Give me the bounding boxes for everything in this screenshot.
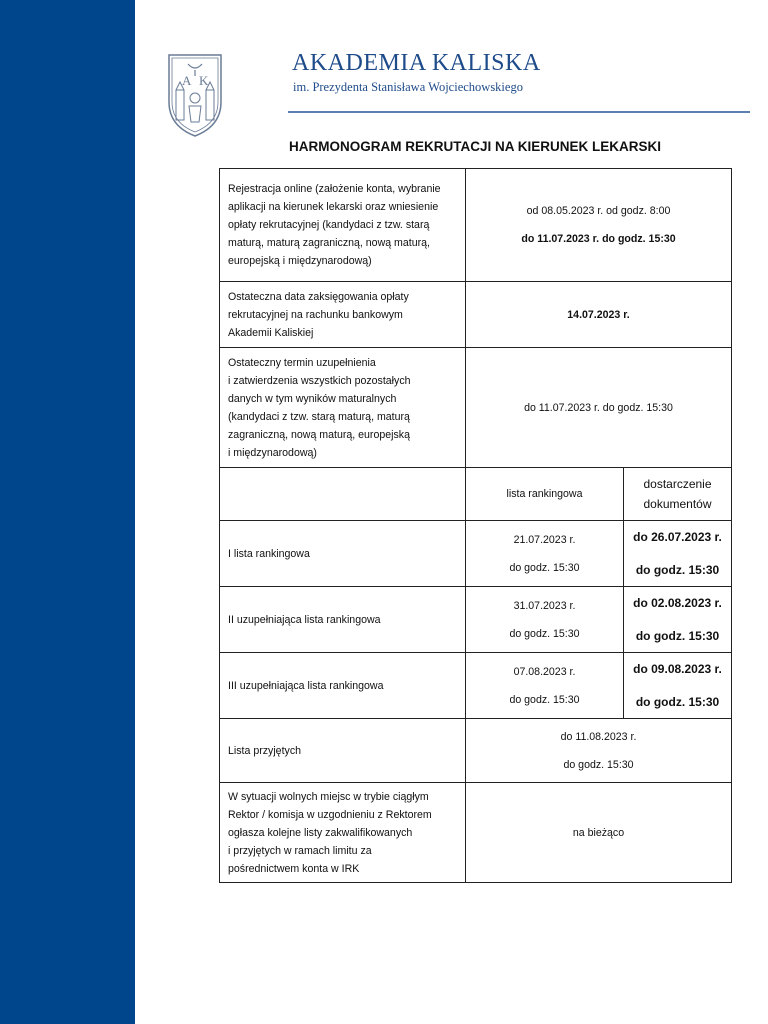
table-header-row: [220, 468, 732, 521]
akademia-kaliska-logo: [166, 52, 224, 138]
ranking-list-date: 07.08.2023 r. do godz. 15:30: [466, 653, 624, 719]
table-row: [220, 521, 732, 587]
ranking-label: I lista rankingowa: [220, 521, 466, 587]
fee-deadline-date: 14.07.2023 r.: [466, 282, 732, 348]
svg-text:K: K: [199, 73, 209, 88]
column-header-ranking: lista rankingowa: [466, 468, 624, 521]
table-row: [220, 587, 732, 653]
ranking-label: III uzupełniająca lista rankingowa: [220, 653, 466, 719]
ranking-documents-date: do 09.08.2023 r. do godz. 15:30: [624, 653, 732, 719]
ranking-label: II uzupełniająca lista rankingowa: [220, 587, 466, 653]
admitted-list-label: Lista przyjętych: [220, 719, 466, 783]
registration-label: Rejestracja online (założenie konta, wybranie aplikacji na kierunek lekarski oraz wniesienie opłaty rekrutacyjnej (kandydaci z tzw. starą maturą, maturą zagraniczną, nową maturą, europejską i międzynarodową): [220, 169, 466, 282]
table-row: [220, 653, 732, 719]
brand-name: AKADEMIA KALISKA: [292, 50, 541, 76]
vacancies-label: W sytuacji wolnych miejsc w trybie ciągłym Rektor / komisja w uzgodnieniu z Rektorem ogłasza kolejne listy zakwalifikowanych i przyjętych w ramach limitu za pośrednictwem konta w IRK: [220, 783, 466, 883]
ranking-documents-date: do 26.07.2023 r. do godz. 15:30: [624, 521, 732, 587]
table-row: [220, 348, 732, 468]
recruitment-schedule-table: [219, 168, 732, 883]
empty-header-cell: [220, 468, 466, 521]
column-header-documents: dostarczenie dokumentów: [624, 468, 732, 521]
brand-subtitle: im. Prezydenta Stanisława Wojciechowskiego: [293, 80, 523, 94]
data-completion-date: do 11.07.2023 r. do godz. 15:30: [466, 348, 732, 468]
table-row: [220, 783, 732, 883]
table-row: [220, 169, 732, 282]
vacancies-date: na bieżąco: [466, 783, 732, 883]
table-row: [220, 282, 732, 348]
ranking-list-date: 21.07.2023 r. do godz. 15:30: [466, 521, 624, 587]
ranking-list-date: 31.07.2023 r. do godz. 15:30: [466, 587, 624, 653]
svg-text:A: A: [182, 73, 192, 88]
side-band: [0, 0, 135, 1024]
data-completion-label: Ostateczny termin uzupełnienia i zatwierdzenia wszystkich pozostałych danych w tym wyników maturalnych (kandydaci z tzw. starą maturą, maturą zagraniczną, nową maturą, europejską i międzynarodową): [220, 348, 466, 468]
admitted-list-date: do 11.08.2023 r. do godz. 15:30: [466, 719, 732, 783]
document-title: HARMONOGRAM REKRUTACJI NA KIERUNEK LEKARSKI: [288, 139, 661, 154]
header-divider: [288, 111, 750, 113]
table-row: [220, 719, 732, 783]
ranking-documents-date: do 02.08.2023 r. do godz. 15:30: [624, 587, 732, 653]
registration-dates: od 08.05.2023 r. od godz. 8:00 do 11.07.2023 r. do godz. 15:30: [466, 169, 732, 282]
fee-deadline-label: Ostateczna data zaksięgowania opłaty rekrutacyjnej na rachunku bankowym Akademii Kaliskiej: [220, 282, 466, 348]
